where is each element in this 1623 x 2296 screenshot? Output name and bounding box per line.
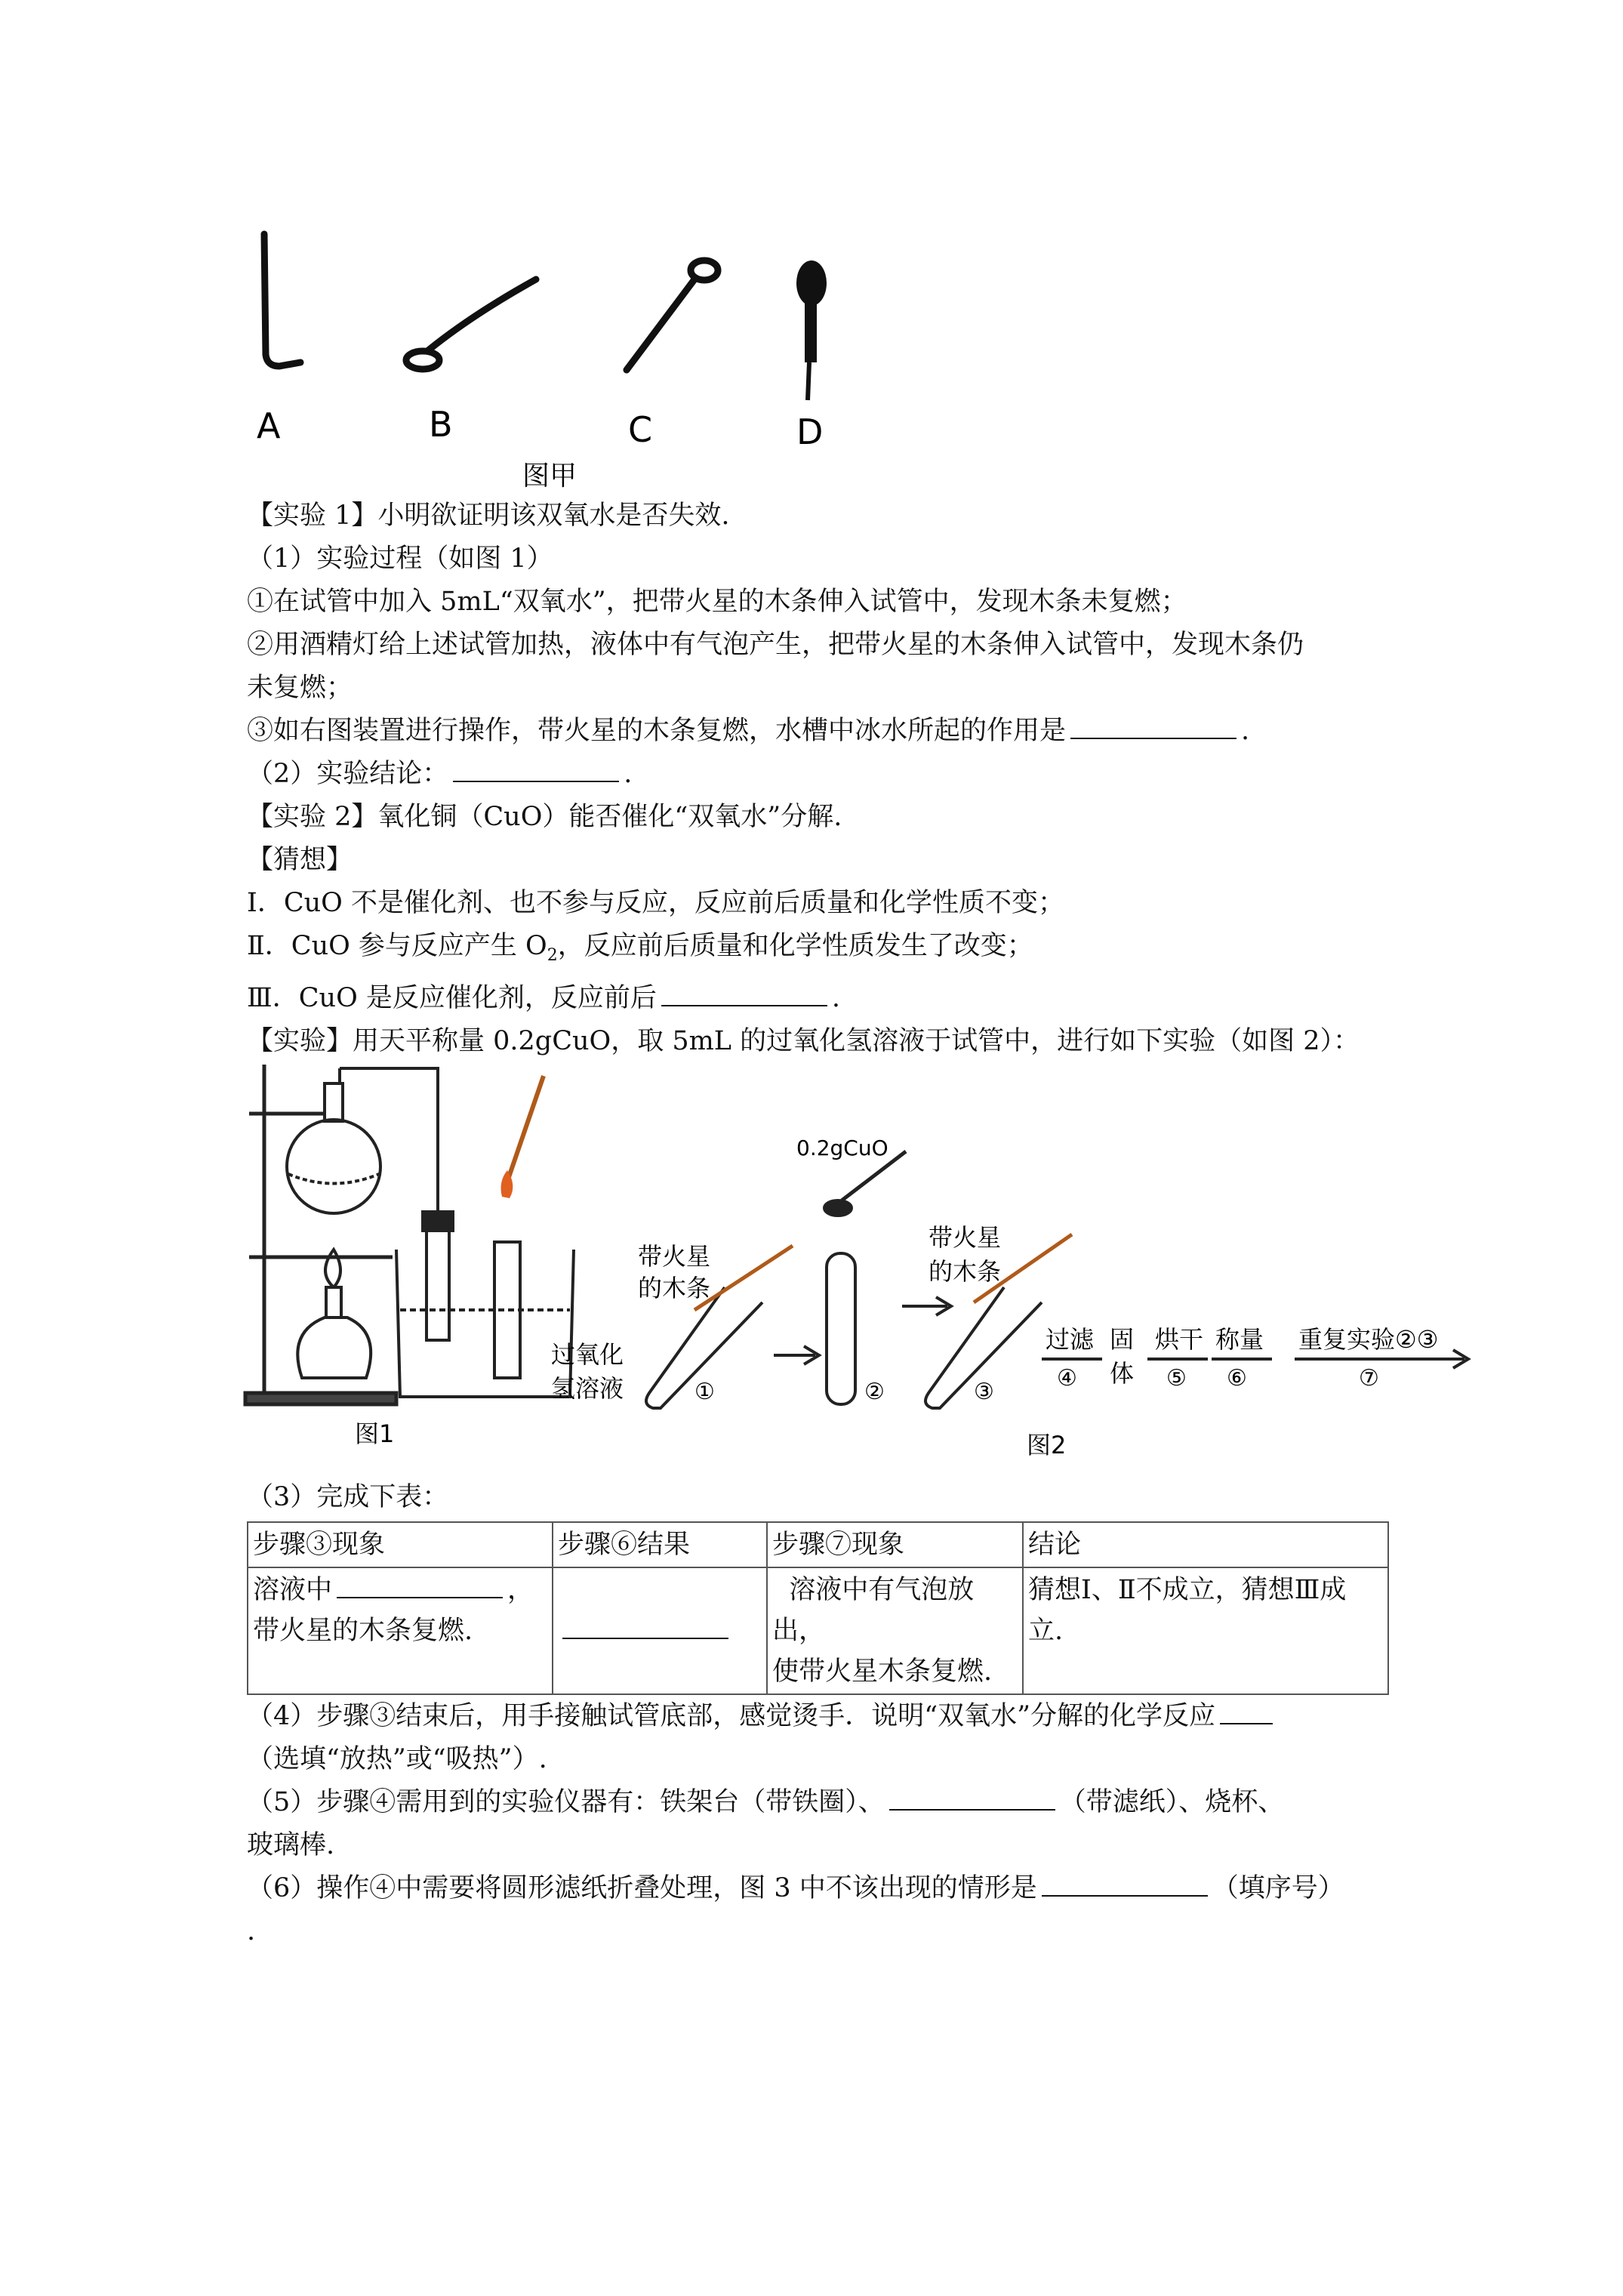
label-d: D xyxy=(796,411,824,452)
instrument-b xyxy=(406,279,536,369)
table-header: 结论 xyxy=(1023,1522,1388,1567)
step-2b: 未复燃； xyxy=(247,673,353,703)
svg-text:过滤: 过滤 xyxy=(1046,1325,1095,1354)
exp2-title: 【实验 2】氧化铜（CuO）能否催化“双氧水”分解. xyxy=(247,802,842,832)
apparatus-figure xyxy=(242,1061,1487,1461)
svg-text:过氧化: 过氧化 xyxy=(551,1340,624,1369)
cell-step6 xyxy=(553,1567,767,1694)
cell-conclusion: 猜想Ⅰ、Ⅱ不成立，猜想Ⅲ成 立. xyxy=(1023,1567,1388,1694)
results-table xyxy=(247,1521,1389,1695)
alcohol-burner xyxy=(297,1250,371,1378)
svg-text:的木条: 的木条 xyxy=(638,1274,711,1302)
svg-text:称量: 称量 xyxy=(1215,1325,1264,1354)
hypothesis-2: Ⅱ．CuO 参与反应产生 $O_2$，反应前后质量和化学性质发生了改变； xyxy=(247,931,1033,965)
svg-text:烘干: 烘干 xyxy=(1155,1325,1204,1354)
step-3-text: ③如右图装置进行操作，带火星的木条复燃，水槽中冰水所起的作用是 xyxy=(247,716,1067,746)
fig2-caption: 图2 xyxy=(1027,1431,1067,1459)
svg-text:氢溶液: 氢溶液 xyxy=(551,1374,624,1403)
answer-blank-q4[interactable] xyxy=(1220,1697,1273,1724)
svg-text:⑤: ⑤ xyxy=(1166,1365,1187,1391)
table-header: 步骤⑦现象 xyxy=(767,1522,1023,1567)
question-6: （6）操作④中需要将圆形滤纸折叠处理，图 3 中不该出现的情形是 （填序号） xyxy=(247,1867,1394,1910)
cell-step7: 溶液中有气泡放 出， 使带火星木条复燃. xyxy=(767,1567,1023,1694)
label-c: C xyxy=(628,409,653,450)
apparatus-drawing xyxy=(242,1061,1487,1461)
figure-caption: 图甲 xyxy=(522,461,577,492)
svg-text:⑦: ⑦ xyxy=(1359,1365,1379,1391)
question-3: （3）完成下表： xyxy=(247,1482,449,1512)
svg-text:带火星: 带火星 xyxy=(638,1242,711,1271)
svg-text:固: 固 xyxy=(1110,1325,1135,1354)
svg-text:⑥: ⑥ xyxy=(1227,1365,1247,1391)
hypothesis-1: Ⅰ．CuO 不是催化剂、也不参与反应，反应前后质量和化学性质不变； xyxy=(247,888,1064,918)
instrument-c xyxy=(627,260,718,370)
instrument-d xyxy=(796,260,827,400)
beaker-trough xyxy=(396,1076,574,1397)
step-3: ③如右图装置进行操作，带火星的木条复燃，水槽中冰水所起的作用是 . xyxy=(247,710,1394,753)
svg-text:④: ④ xyxy=(1057,1365,1077,1391)
fig1-caption: 图1 xyxy=(355,1419,395,1448)
exp1-process: （1）实验过程（如图 1） xyxy=(247,544,553,574)
svg-text:①: ① xyxy=(694,1379,715,1405)
test-tube-2 xyxy=(824,1151,906,1404)
answer-blank-table-2[interactable] xyxy=(562,1612,728,1639)
step-1: ①在试管中加入 5mL“双氧水”，把带火星的木条伸入试管中，发现木条未复燃； xyxy=(247,587,1187,617)
cuo-label: 0.2gCuO xyxy=(796,1136,888,1160)
questions-4-6: （4）步骤③结束后，用手接触试管底部，感觉烫手．说明“双氧水”分解的化学反应 （选填“放热”或“吸热”）. （5）步骤④需用到的实验仪器有：铁架台（带铁圈）、 （带滤纸）、烧杯、 玻璃棒. （6）操作④中需要将圆形滤纸折叠处理，图 3 中不该出现的情形是 （填序号） . xyxy=(247,1695,1394,1953)
svg-text:③: ③ xyxy=(974,1379,994,1405)
label-a: A xyxy=(257,405,281,446)
iron-stand xyxy=(245,1065,396,1404)
arrow-1 xyxy=(774,1346,819,1364)
experiment-text xyxy=(247,495,1394,1063)
answer-blank-hypothesis-3[interactable] xyxy=(661,979,827,1006)
answer-blank-q5[interactable] xyxy=(889,1783,1055,1811)
svg-text:带火星: 带火星 xyxy=(929,1223,1002,1252)
answer-blank-table-1[interactable] xyxy=(337,1571,503,1598)
answer-blank-ice-water[interactable] xyxy=(1070,712,1236,739)
arrow-2 xyxy=(902,1297,951,1315)
svg-text:②: ② xyxy=(864,1379,885,1405)
answer-blank-conclusion[interactable] xyxy=(453,755,619,782)
figure-jia xyxy=(242,211,861,498)
instruments-drawing xyxy=(242,211,861,498)
table-header-row xyxy=(248,1522,1388,1567)
svg-text:重复实验②③: 重复实验②③ xyxy=(1298,1325,1439,1354)
step-2a: ②用酒精灯给上述试管加热，液体中有气泡产生，把带火星的木条伸入试管中，发现木条仍 xyxy=(247,630,1304,660)
hypothesis-title: 【猜想】 xyxy=(247,845,353,875)
round-flask xyxy=(287,1068,438,1227)
table-header: 步骤⑥结果 xyxy=(553,1522,767,1567)
svg-text:的木条: 的木条 xyxy=(929,1257,1002,1286)
answer-blank-q6[interactable] xyxy=(1042,1869,1208,1897)
svg-text:体: 体 xyxy=(1110,1359,1135,1388)
question-5: （5）步骤④需用到的实验仪器有：铁架台（带铁圈）、 （带滤纸）、烧杯、 xyxy=(247,1781,1394,1824)
exp1-title: 【实验 1】小明欲证明该双氧水是否失效. xyxy=(247,501,730,531)
table-header: 步骤③现象 xyxy=(248,1522,553,1567)
cell-step3: 溶液中 ， 带火星的木条复燃. xyxy=(248,1567,553,1694)
conclusion-line: （2）实验结论： . xyxy=(247,753,1394,796)
table-row xyxy=(248,1567,1388,1694)
question-4: （4）步骤③结束后，用手接触试管底部，感觉烫手．说明“双氧水”分解的化学反应 xyxy=(247,1695,1394,1738)
label-b: B xyxy=(429,404,453,445)
hypothesis-3: Ⅲ．CuO 是反应催化剂，反应前后 . xyxy=(247,977,1394,1020)
instrument-a xyxy=(264,234,300,366)
experiment-line: 【实验】用天平称量 0.2gCuO，取 5mL 的过氧化氢溶液于试管中，进行如下实验（如图 2）： xyxy=(247,1026,1360,1056)
